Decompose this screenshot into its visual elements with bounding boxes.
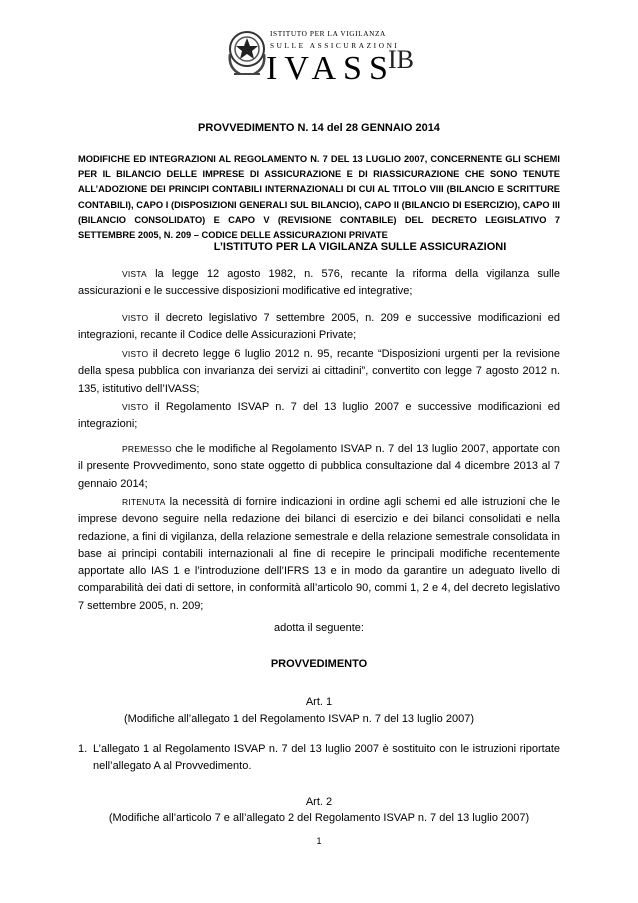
recital-keyword: RITENUTA [122,497,166,507]
recital-1 [78,266,560,301]
page-number: 1 [316,836,322,846]
document-subject: MODIFICHE ED INTEGRAZIONI AL REGOLAMENTO N. 7 DEL 13 LUGLIO 2007, CONCERNENTE GLI SCHEMI PER IL BILANCIO DELLE IMPRESE DI ASSICURAZIONE E DI RIASSICURAZIONE CHE SONO TENUTE ALL’ADOZIONE DEI PRINCIPI CONTABILI INTERNAZIONALI DI CUI AL TITOLO VIII (BILANCIO E SCRITTURE CONTABILI), CAPO I (DISPOSIZIONI GENERALI SUL BILANCIO), CAPO II (BILANCIO DI ESERCIZIO), CAPO III (BILANCIO CONSOLIDATO) E CAPO V (REVISIONE CONTABILE) DEL DECRETO LEGISLATIVO 7 SETTEMBRE 2005, N. 209 – CODICE DELLE ASSICURAZIONI PRIVATE [78,154,560,241]
document-title: PROVVEDIMENTO N. 14 del 28 GENNAIO 2014 [198,122,440,134]
list-number: 1. [78,743,88,755]
adopts-line: adotta il seguente: [274,622,364,634]
recital-keyword: VISTO [122,313,149,323]
brand-name: IVASS [266,50,395,87]
institute-name-line2: SULLE ASSICURAZIONI [270,41,400,50]
recital-text: il decreto legge 6 luglio 2012 n. 95, recante “Disposizioni urgenti per la revisione della spesa pubblica con invarianza dei servizi ai cittadini”, convertito con legge 7 agosto 2012 n. 135, istitutivo dell’IVASS; [78,348,560,395]
ivass-logo [224,24,414,86]
recital-4 [78,399,560,434]
italian-republic-emblem-icon [224,24,270,80]
article-2-title: Art. 2 [305,796,333,808]
list-text: L’allegato 1 al Regolamento ISVAP n. 7 del 13 luglio 2007 è sostituito con le istruzioni riportate nell’allegato A al Provvedimento. [93,743,560,773]
recital-6 [78,494,560,615]
recital-keyword: PREMESSO [122,444,172,454]
monogram-text: IB [388,45,414,74]
article-1-item [78,741,560,776]
recital-keyword: VISTA [122,269,147,279]
provvedimento-heading: PROVVEDIMENTO [270,658,368,670]
recital-2 [78,310,560,345]
recital-keyword: VISTO [122,402,149,412]
ib-monogram-icon [384,38,418,78]
article-1-title: Art. 1 [305,696,333,708]
recital-5 [78,441,560,493]
recital-text: la legge 12 agosto 1982, n. 576, recante la riforma della vigilanza sulle assicurazioni e le successive disposizioni modificative ed integrative; [78,268,560,298]
recital-text: la necessità di fornire indicazioni in ordine agli schemi ed alle istruzioni che le imprese devono seguire nella redazione dei bilanci di esercizio e dei bilanci consolidati e nella redazione, a fini di vigilanza, della relazione semestrale e della relazione semestrale consolidata in base ai principi contabili internazionali al fine di recepire le principali modifiche recentemente apportate allo IAS 1 e l’introduzione dell’IFRS 13 e in modo da garantire un adeguato livello di comparabilità dei dati di settore, in conformità all’articolo 90, commi 1, 2 e 4, del decreto legislativo 7 settembre 2005, n. 209; [78,496,560,612]
recital-keyword: VISTO [122,349,149,359]
recital-3 [78,346,560,398]
recital-text: che le modifiche al Regolamento ISVAP n. 7 del 13 luglio 2007, apportate con il presente Provvedimento, sono state oggetto di pubblica consultazione dal 4 dicembre 2013 al 7 gennaio 2014; [78,443,560,490]
recital-text: il Regolamento ISVAP n. 7 del 13 luglio 2007 e successive modificazioni ed integrazioni; [78,401,560,431]
article-1-subtitle: (Modifiche all’allegato 1 del Regolamento ISVAP n. 7 del 13 luglio 2007) [124,713,474,725]
institute-name-line1: ISTITUTO PER LA VIGILANZA [270,29,386,38]
article-2-subtitle: (Modifiche all’articolo 7 e all’allegato 2 del Regolamento ISVAP n. 7 del 13 luglio 2007) [108,812,530,824]
recital-text: il decreto legislativo 7 settembre 2005, n. 209 e successive modificazioni ed integrazioni, recante il Codice delle Assicurazioni Private; [78,312,560,342]
issuing-authority: L’ISTITUTO PER LA VIGILANZA SULLE ASSICURAZIONI [213,241,507,253]
